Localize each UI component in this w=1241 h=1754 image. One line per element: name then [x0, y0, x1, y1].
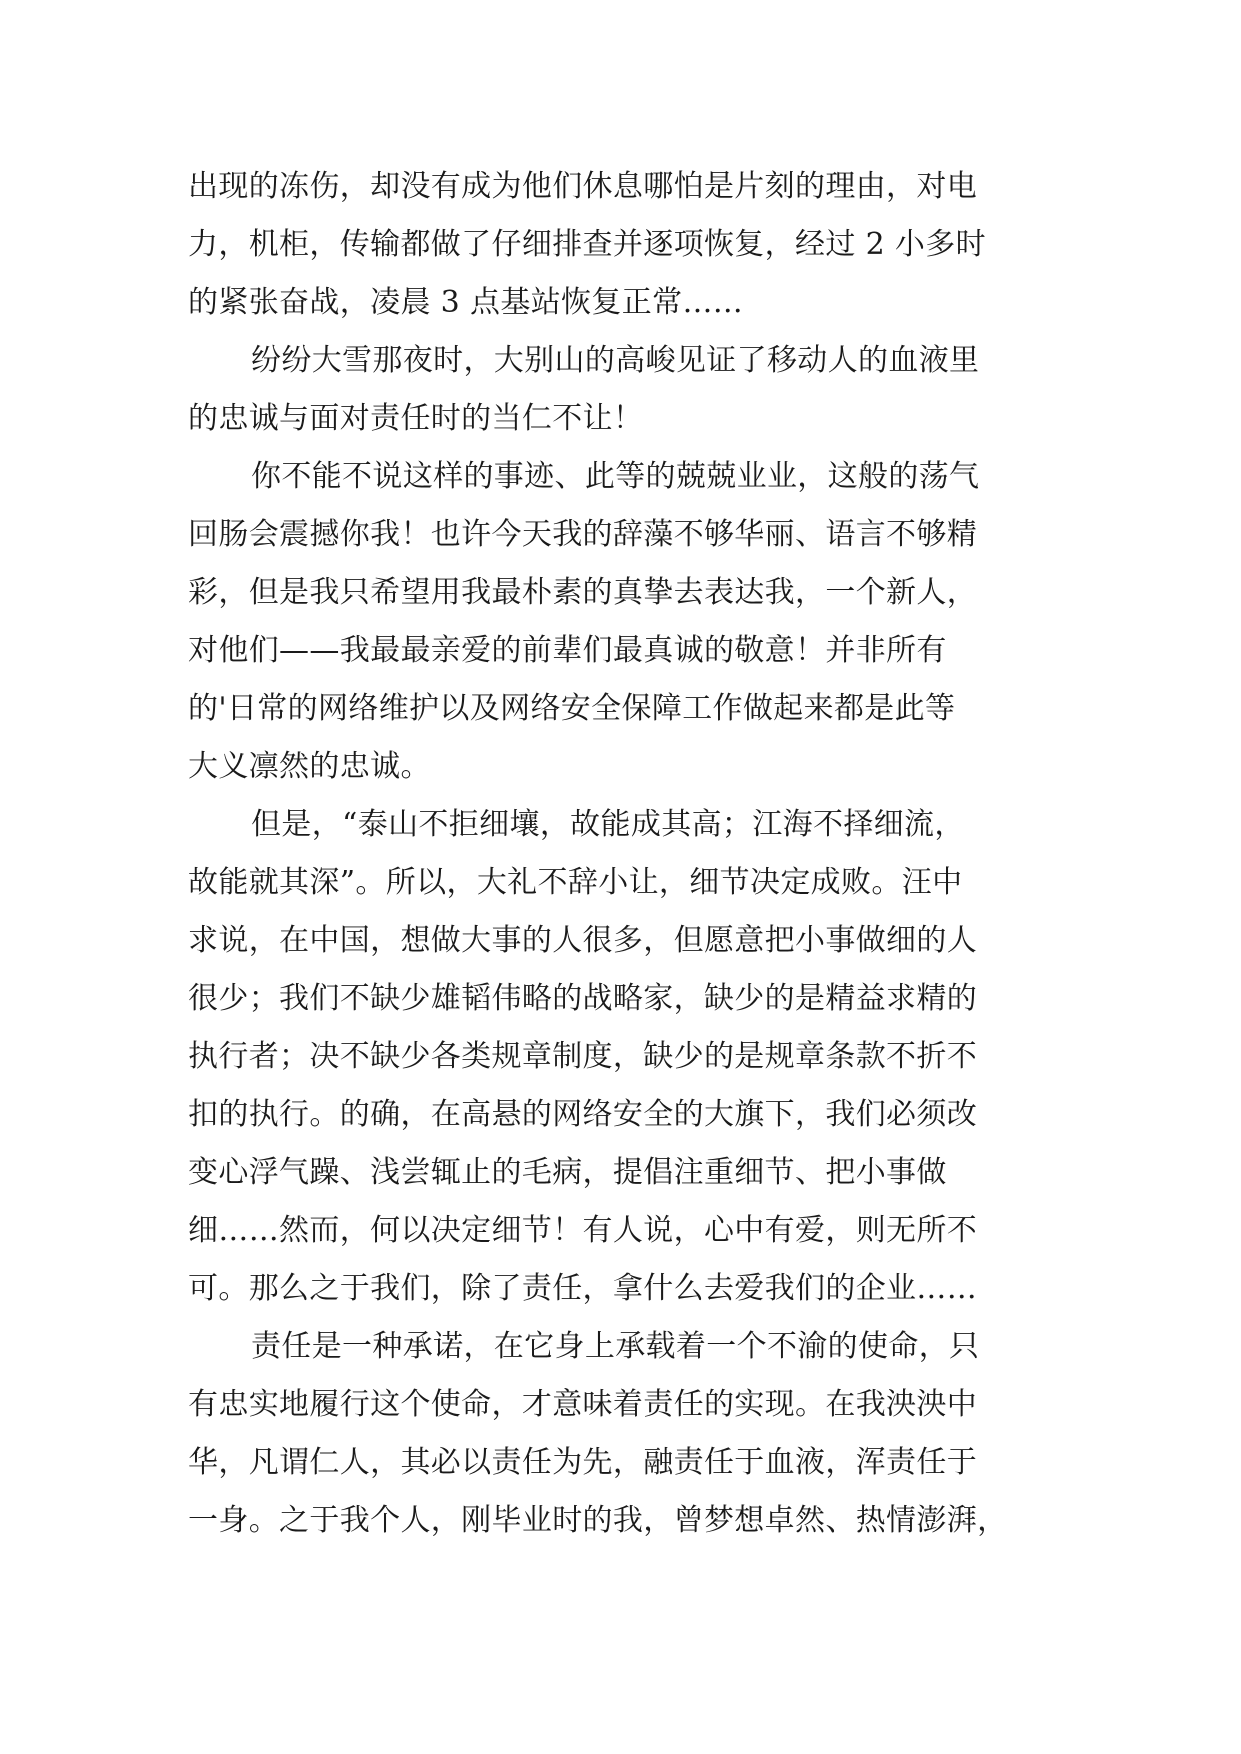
text-line: 的'日常的网络维护以及网络安全保障工作做起来都是此等 [188, 691, 956, 726]
text-line: 执行者；决不缺少各类规章制度，缺少的是规章条款不折不 [188, 1039, 978, 1074]
text-line: 可。那么之于我们，除了责任，拿什么去爱我们的企业…… [188, 1271, 978, 1306]
text-line: 变心浮气躁、浅尝辄止的毛病，提倡注重细节、把小事做 [188, 1155, 947, 1190]
text-line: 力，机柜，传输都做了仔细排查并逐项恢复，经过 2 小多时 [188, 227, 986, 262]
paragraph-first-line: 你不能不说这样的事迹、此等的兢兢业业，这般的荡气 [251, 459, 980, 494]
paragraph-first-line: 责任是一种承诺，在它身上承载着一个不渝的使命，只 [251, 1329, 980, 1364]
text-line: 细……然而，何以决定细节！有人说，心中有爱，则无所不 [188, 1213, 978, 1248]
text-line: 故能就其深”。所以，大礼不辞小让，细节决定成败。汪中 [188, 865, 963, 900]
text-line: 有忠实地履行这个使命，才意味着责任的实现。在我泱泱中 [188, 1387, 978, 1422]
paragraph-first-line: 纷纷大雪那夜时，大别山的高峻见证了移动人的血液里 [251, 343, 980, 378]
text-line: 很少；我们不缺少雄韬伟略的战略家，缺少的是精益求精的 [188, 981, 978, 1016]
text-line: 出现的冻伤，却没有成为他们休息哪怕是片刻的理由，对电 [188, 169, 978, 204]
text-line: 扣的执行。的确，在高悬的网络安全的大旗下，我们必须改 [188, 1097, 978, 1132]
text-line: 对他们——我最最亲爱的前辈们最真诚的敬意！并非所有 [188, 633, 947, 668]
text-line: 华，凡谓仁人，其必以责任为先，融责任于血液，浑责任于 [188, 1445, 978, 1480]
text-line: 求说，在中国，想做大事的人很多，但愿意把小事做细的人 [188, 923, 978, 958]
text-line: 回肠会震撼你我！也许今天我的辞藻不够华丽、语言不够精 [188, 517, 978, 552]
text-line: 一身。之于我个人，刚毕业时的我，曾梦想卓然、热情澎湃， [188, 1503, 1008, 1538]
text-line: 的忠诚与面对责任时的当仁不让！ [188, 401, 644, 436]
text-line: 大义凛然的忠诚。 [188, 749, 431, 784]
document-body [188, 158, 1058, 1550]
text-line: 的紧张奋战，凌晨 3 点基站恢复正常…… [188, 285, 744, 320]
text-line: 彩，但是我只希望用我最朴素的真挚去表达我，一个新人， [188, 575, 978, 610]
paragraph-first-line: 但是，“泰山不拒细壤，故能成其高；江海不择细流， [251, 807, 965, 842]
